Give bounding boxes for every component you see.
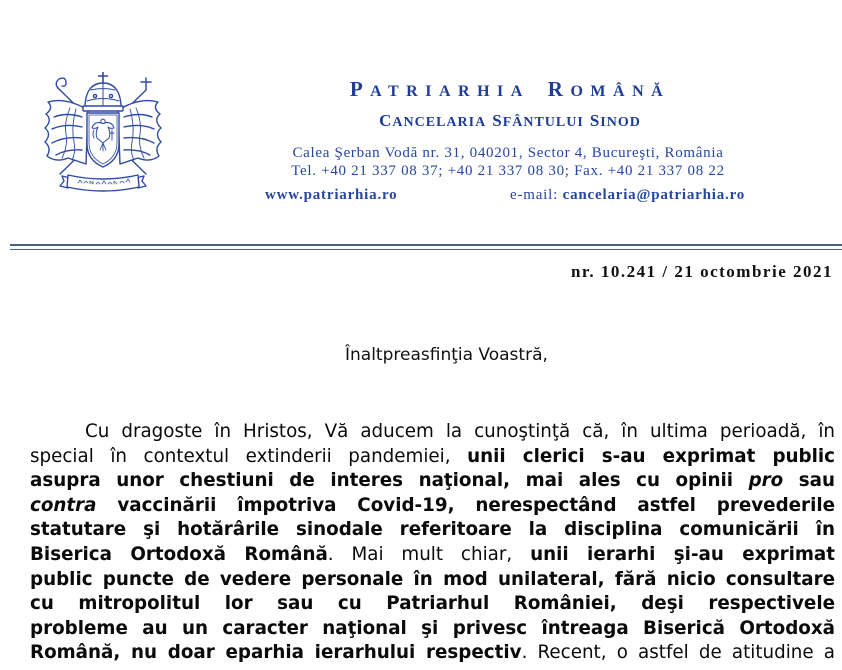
bold-segment: public puncte de vedere personale în mod unilateral, fără nicio consultare — [30, 568, 835, 590]
phone-fax-line: Tel. +40 21 337 08 37; +40 21 337 08 30; Fax. +40 21 337 08 22 — [291, 163, 725, 179]
bold-segment: asupra unor chestiuni de interes naţional, mai ales cu opinii — [30, 470, 749, 492]
paragraph-line — [30, 641, 835, 666]
bold-segment: Română, nu doar eparhia ierarhului respectiv — [30, 642, 522, 664]
bold-segment: Biserica Ortodoxă Română — [30, 543, 328, 565]
paragraph-line — [30, 420, 835, 445]
bold-segment: sau — [783, 470, 835, 492]
paragraph-line — [30, 617, 835, 642]
paragraph-line — [30, 592, 835, 617]
text-segment: Cu dragoste în Hristos, Vă aducem la cunoştinţă că, în ultima perioadă, în — [85, 421, 835, 442]
paragraph-line — [30, 469, 835, 494]
postal-address: Calea Şerban Vodă nr. 31, 040201, Sector 4, Bucureşti, România — [292, 145, 724, 161]
mitre-crown — [83, 72, 123, 111]
ribbon-banner — [60, 175, 146, 191]
header-divider-thin — [10, 249, 842, 250]
mantle-right — [118, 101, 161, 164]
paragraph-line — [30, 543, 835, 568]
mantle-left — [45, 101, 88, 164]
reference-number-date: nr. 10.241 / 21 octombrie 2021 — [570, 262, 833, 281]
paragraph-line — [30, 568, 835, 593]
email-line — [510, 186, 745, 204]
subtitle-word: CANCELARIA — [379, 111, 487, 130]
paragraph-line — [30, 445, 835, 470]
subtitle-word: SINOD — [589, 111, 641, 130]
bold-segment: cu mitropolitul lor sau cu Patriarhul României, deşi respectivele — [30, 593, 835, 615]
paragraph-line — [30, 494, 835, 519]
paragraph-line — [30, 518, 835, 543]
bold-segment: vaccinării împotriva Covid-19, nerespectând astfel prevederile — [96, 494, 835, 516]
letterhead-title — [300, 79, 720, 102]
bold-segment: unii ierarhi şi-au exprimat — [530, 543, 835, 565]
letter-paragraph — [30, 420, 835, 666]
text-segment: . Mai mult chiar, — [327, 543, 531, 565]
email-label: e-mail: — [510, 187, 559, 203]
salutation: Înaltpreasfinţia Voastră, — [345, 345, 548, 365]
email-address: cancelaria@patriarhia.ro — [562, 187, 746, 203]
bold-italic-segment: contra — [30, 494, 97, 516]
bold-segment: statutare şi hotărârile sinodale referitoare la disciplina comunicării în — [30, 519, 835, 541]
title-word: PATRIARHIA — [349, 77, 530, 101]
website-text: www.patriarhia.ro — [265, 187, 398, 203]
text-segment: special în contextul extinderii pandemiei, — [30, 445, 468, 467]
title-word: ROMÂNĂ — [547, 77, 671, 101]
subtitle-word: SFÂNTULUI — [492, 111, 584, 130]
text-segment: . Recent, o astfel de atitudine a — [521, 642, 835, 664]
bold-segment: probleme au un caracter naţional şi privesc întreaga Biserică Ortodoxă — [30, 617, 835, 639]
shield-eagle — [87, 113, 119, 167]
letterhead-subtitle — [310, 112, 710, 132]
header-divider — [10, 244, 842, 246]
bold-segment: unii clerici s-au exprimat public — [467, 445, 835, 467]
bold-italic-segment: pro — [748, 470, 784, 492]
coat-of-arms-icon — [40, 72, 170, 198]
